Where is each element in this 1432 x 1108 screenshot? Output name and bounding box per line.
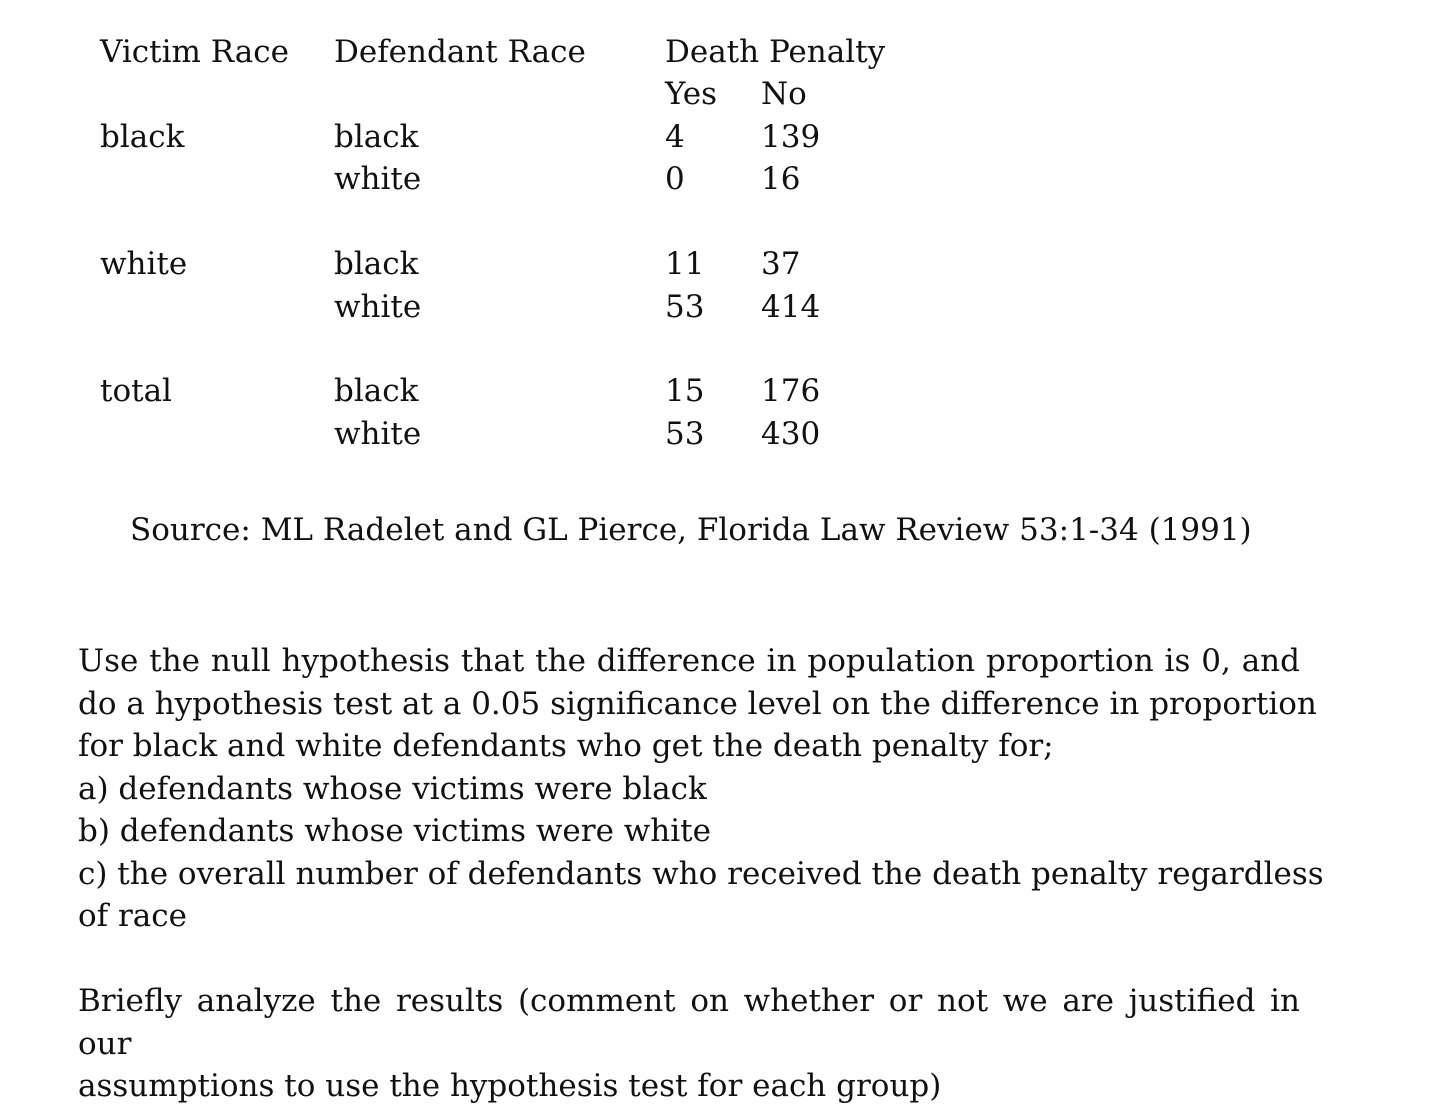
question-item-b: b) defendants whose victims were white bbox=[78, 813, 711, 849]
question-item-a: a) defendants whose victims were black bbox=[78, 770, 707, 807]
no-count-cell: 176 bbox=[761, 373, 821, 409]
victim-race-total: total bbox=[100, 373, 172, 409]
victim-race-white: white bbox=[100, 246, 188, 282]
defendant-race-cell: black bbox=[334, 373, 419, 409]
no-count-cell: 37 bbox=[761, 246, 801, 282]
yes-count-cell: 15 bbox=[665, 373, 705, 409]
question-item-c: c) the overall number of defendants who received the death penalty regardless bbox=[78, 855, 1324, 892]
defendant-race-cell: black bbox=[334, 119, 419, 155]
no-count-cell: 16 bbox=[761, 161, 801, 197]
no-count-cell: 414 bbox=[761, 289, 821, 325]
header-defendant-race: Defendant Race bbox=[334, 34, 586, 70]
analysis-line: Briefly analyze the results (comment on whether or not we are justified in our bbox=[78, 983, 1300, 1062]
question-text bbox=[78, 640, 1324, 938]
header-no: No bbox=[761, 76, 807, 112]
source-citation: Source: ML Radelet and GL Pierce, Florida Law Review 53:1-34 (1991) bbox=[130, 512, 1252, 548]
yes-count-cell: 11 bbox=[665, 246, 705, 282]
analysis-prompt bbox=[78, 980, 1300, 1108]
header-death-penalty: Death Penalty bbox=[665, 34, 886, 70]
header-victim-race: Victim Race bbox=[100, 34, 289, 70]
header-yes: Yes bbox=[665, 76, 718, 112]
defendant-race-cell: white bbox=[334, 161, 422, 197]
defendant-race-cell: white bbox=[334, 289, 422, 325]
no-count-cell: 139 bbox=[761, 119, 821, 155]
question-line: Use the null hypothesis that the difference in population proportion is 0, and bbox=[78, 643, 1300, 679]
defendant-race-cell: white bbox=[334, 416, 422, 452]
yes-count-cell: 4 bbox=[665, 119, 685, 155]
victim-race-black: black bbox=[100, 119, 185, 155]
yes-count-cell: 53 bbox=[665, 289, 705, 325]
yes-count-cell: 53 bbox=[665, 416, 705, 452]
defendant-race-cell: black bbox=[334, 246, 419, 282]
question-line: for black and white defendants who get the death penalty for; bbox=[78, 728, 1054, 764]
question-line: do a hypothesis test at a 0.05 significance level on the difference in proportion bbox=[78, 685, 1317, 722]
question-item-c-continued: of race bbox=[78, 898, 187, 934]
no-count-cell: 430 bbox=[761, 416, 821, 452]
yes-count-cell: 0 bbox=[665, 161, 685, 197]
analysis-line: assumptions to use the hypothesis test for each group) bbox=[78, 1068, 942, 1104]
